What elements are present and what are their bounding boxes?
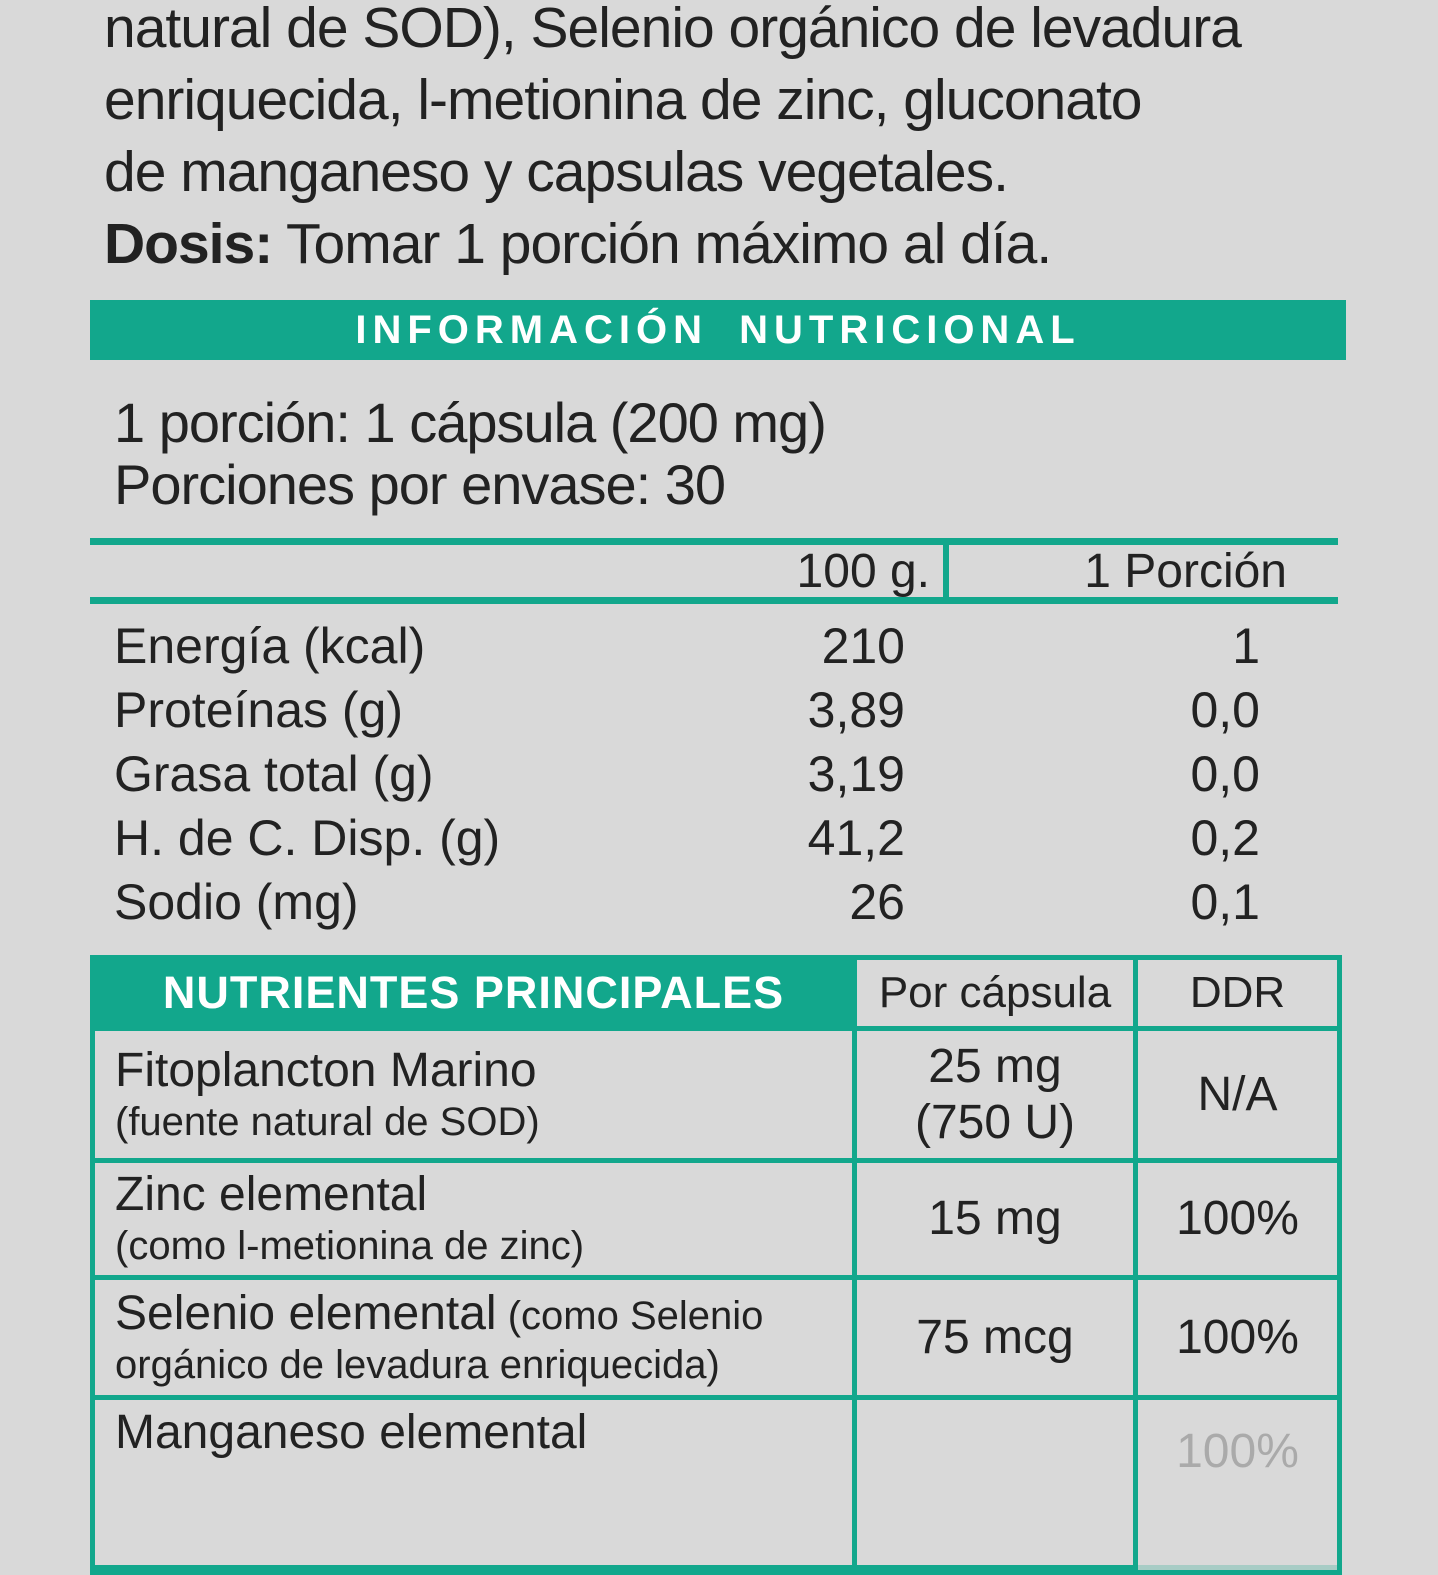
- nutrient-sub-line: (como l-metionina de zinc): [115, 1224, 585, 1268]
- nutrition-row-per100-value: 41,2: [807, 810, 905, 866]
- nutrient-ddr-cell: [1138, 1400, 1337, 1570]
- nutrient-ddr-cell: [1138, 1280, 1337, 1400]
- nutrition-info-banner: [90, 300, 1346, 360]
- nutrition-table-header-row: [90, 545, 1342, 597]
- nutrient-ddr-value: 100%: [1176, 1310, 1299, 1364]
- nutrient-name: Zinc elemental: [115, 1168, 428, 1221]
- nutrient-label-cell: [95, 1031, 857, 1163]
- nutrient-per-capsule-cell: [857, 1400, 1138, 1570]
- col-header-100g: 100 g.: [796, 544, 930, 598]
- nutrition-table-rows: [90, 604, 1342, 934]
- nutrient-ddr-cell: [1138, 1163, 1337, 1280]
- nutrient-ddr-value: 100%: [1176, 1425, 1299, 1478]
- dose-text: Tomar 1 porción máximo al día.: [272, 212, 1052, 276]
- label-content: [90, 0, 1342, 1575]
- nutrient-sub-line: orgánico de levadura enriquecida): [115, 1342, 720, 1387]
- nutrition-row-per100-value: 3,89: [807, 682, 905, 738]
- nutrition-row-per100-value: 26: [849, 874, 905, 930]
- nutrient-label-cell: [95, 1163, 857, 1280]
- nutrients-table: [90, 955, 1342, 1575]
- nutrient-per-capsule-value: (750 U): [914, 1095, 1076, 1149]
- header-column-divider: [943, 538, 949, 604]
- nutrition-row-per100-value: 3,19: [807, 746, 905, 802]
- dose-line: [104, 208, 1342, 280]
- ingredients-line-1: natural de SOD), Selenio orgánico de levadura: [104, 0, 1241, 60]
- nutrient-name-line: [115, 1044, 537, 1098]
- nutrients-title: NUTRIENTES PRINCIPALES: [162, 967, 785, 1018]
- nutrient-name-line: [115, 1168, 427, 1222]
- nutrition-row-per100-value: 210: [821, 618, 905, 674]
- nutrient-ddr-value: 100%: [1176, 1192, 1299, 1245]
- per-capsule-header-cell: [857, 960, 1138, 1031]
- nutrient-per-capsule-cell: [857, 1031, 1138, 1163]
- portion-size-line: 1 porción: 1 cápsula (200 mg): [114, 391, 826, 454]
- nutrient-per-capsule-cell: [857, 1163, 1138, 1280]
- nutrition-row-portion-value: 0,0: [1190, 746, 1260, 802]
- nutrient-ddr-value: N/A: [1197, 1067, 1278, 1121]
- nutrition-row-portion-value: 0,2: [1190, 810, 1260, 866]
- nutrient-name: Selenio elemental: [115, 1286, 497, 1340]
- nutrition-table-row: [90, 742, 1342, 806]
- nutrient-name-line: [115, 1406, 587, 1460]
- nutrient-sub-line: (fuente natural de SOD): [115, 1099, 540, 1144]
- nutrition-row-label: Proteínas (g): [114, 682, 404, 738]
- ddr-header: DDR: [1189, 968, 1286, 1017]
- serving-info: [90, 392, 1342, 516]
- nutrition-table-row: [90, 678, 1342, 742]
- ddr-header-cell: [1138, 960, 1337, 1031]
- nutrient-label-cell: [95, 1280, 857, 1400]
- nutrition-row-portion-value: 0,1: [1190, 874, 1260, 930]
- nutrition-table-row: [90, 870, 1342, 934]
- nutrition-row-label: Grasa total (g): [114, 746, 434, 802]
- nutrition-row-label: Sodio (mg): [114, 874, 359, 930]
- nutrition-info-banner-title: INFORMACIÓN NUTRICIONAL: [355, 307, 1081, 352]
- nutrition-table-header: [90, 538, 1342, 604]
- nutrient-ddr-cell: [1138, 1031, 1337, 1163]
- ingredients-line-2: enriquecida, l-metionina de zinc, gluconato: [104, 68, 1142, 132]
- nutrient-per-capsule-value: 15 mg: [928, 1192, 1062, 1245]
- nutrient-name-line: [115, 1287, 763, 1341]
- nutrient-label-cell: [95, 1400, 857, 1570]
- nutrient-name: Fitoplancton Marino: [115, 1043, 537, 1097]
- nutrient-per-capsule-value: 75 mcg: [916, 1310, 1074, 1364]
- col-header-1porcion: 1 Porción: [1084, 544, 1287, 598]
- nutrition-row-portion-value: 0,0: [1190, 682, 1260, 738]
- nutrition-row-portion-value: 1: [1232, 618, 1260, 674]
- nutrition-table-row: [90, 806, 1342, 870]
- per-capsule-header: Por cápsula: [878, 968, 1112, 1017]
- nutrients-title-cell: [95, 960, 857, 1031]
- nutrient-name-note: (como Selenio: [496, 1293, 764, 1338]
- ingredients-paragraph: [90, 0, 1342, 280]
- ingredients-line-3: de manganeso y capsulas vegetales.: [104, 140, 1008, 204]
- dose-label: Dosis:: [104, 212, 273, 276]
- nutrient-per-capsule-value: 25 mg: [928, 1039, 1062, 1093]
- nutrition-table-row: [90, 614, 1342, 678]
- nutrition-row-label: H. de C. Disp. (g): [114, 810, 501, 866]
- nutrient-name: Manganeso elemental: [115, 1406, 588, 1459]
- nutrition-table: [90, 538, 1342, 934]
- servings-per-container-line: Porciones por envase: 30: [114, 453, 726, 516]
- nutrition-row-label: Energía (kcal): [114, 618, 426, 674]
- nutrient-per-capsule-cell: [857, 1280, 1138, 1400]
